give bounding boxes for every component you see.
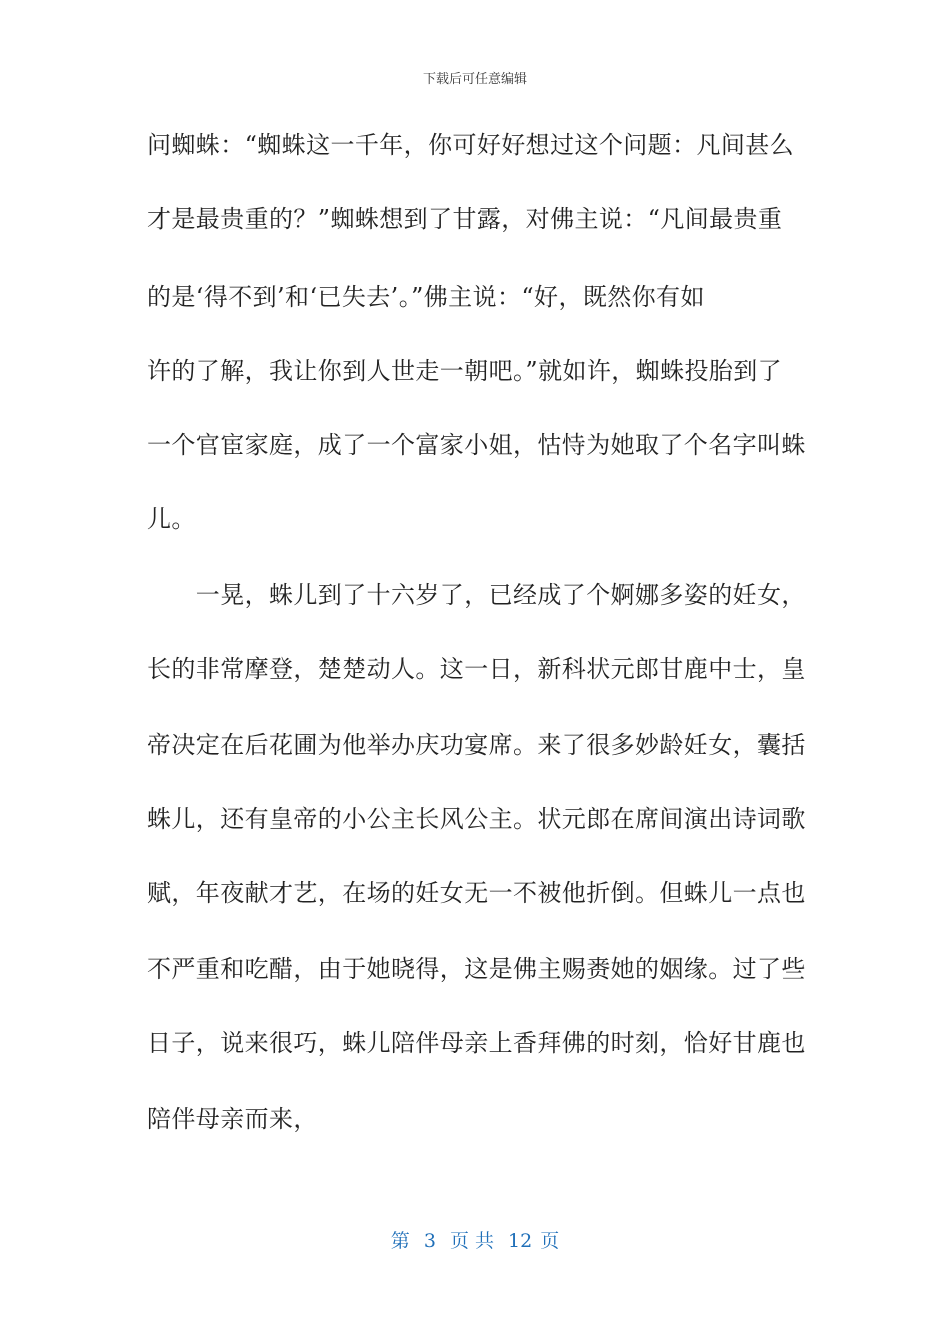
text-line: 赋，年夜献才艺，在场的妊女无一不被他折倒。但蛛儿一点也 xyxy=(147,879,806,907)
total-pages-number: 12 xyxy=(508,1230,533,1252)
text-line: 日子，说来很巧，蛛儿陪伴母亲上香拜佛的时刻，恰好甘鹿也 xyxy=(147,1029,806,1057)
text-line: 一晃，蛛儿到了十六岁了，已经成了个婀娜多姿的妊女， xyxy=(147,581,806,609)
current-page-number: 3 xyxy=(423,1230,436,1252)
text-line: 陪伴母亲而来， xyxy=(147,1105,318,1133)
footer-middle: 页 共 xyxy=(449,1230,494,1252)
text-line: 问蜘蛛：“蜘蛛这一千年，你可好好想过这个问题：凡间甚么 xyxy=(147,131,795,159)
text-line: 许的了解，我让你到人世走一朝吧。”就如许，蜘蛛投胎到了 xyxy=(147,357,783,385)
text-line: 长的非常摩登，楚楚动人。这一日，新科状元郎甘鹿中士，皇 xyxy=(147,655,806,683)
text-line: 不严重和吃醋，由于她晓得，这是佛主赐赉她的姻缘。过了些 xyxy=(147,955,806,983)
footer-suffix: 页 xyxy=(540,1230,560,1252)
header-note: 下载后可任意编辑 xyxy=(422,72,527,87)
page-footer xyxy=(0,1226,950,1253)
text-line: 才是最贵重的？”蜘蛛想到了甘露，对佛主说：“凡间最贵重 xyxy=(147,205,783,233)
text-line: 儿。 xyxy=(147,505,196,533)
text-line: 的是‘得不到’和‘已失去’。”佛主说：“好，既然你有如 xyxy=(147,283,705,311)
footer-prefix: 第 xyxy=(390,1230,410,1252)
text-line: 蛛儿，还有皇帝的小公主长风公主。状元郎在席间演出诗词歌 xyxy=(147,805,806,833)
text-line: 帝决定在后花圃为他举办庆功宴席。来了很多妙龄妊女，囊括 xyxy=(147,731,806,759)
text-line: 一个官宦家庭，成了一个富家小姐，怙恃为她取了个名字叫蛛 xyxy=(147,431,806,459)
